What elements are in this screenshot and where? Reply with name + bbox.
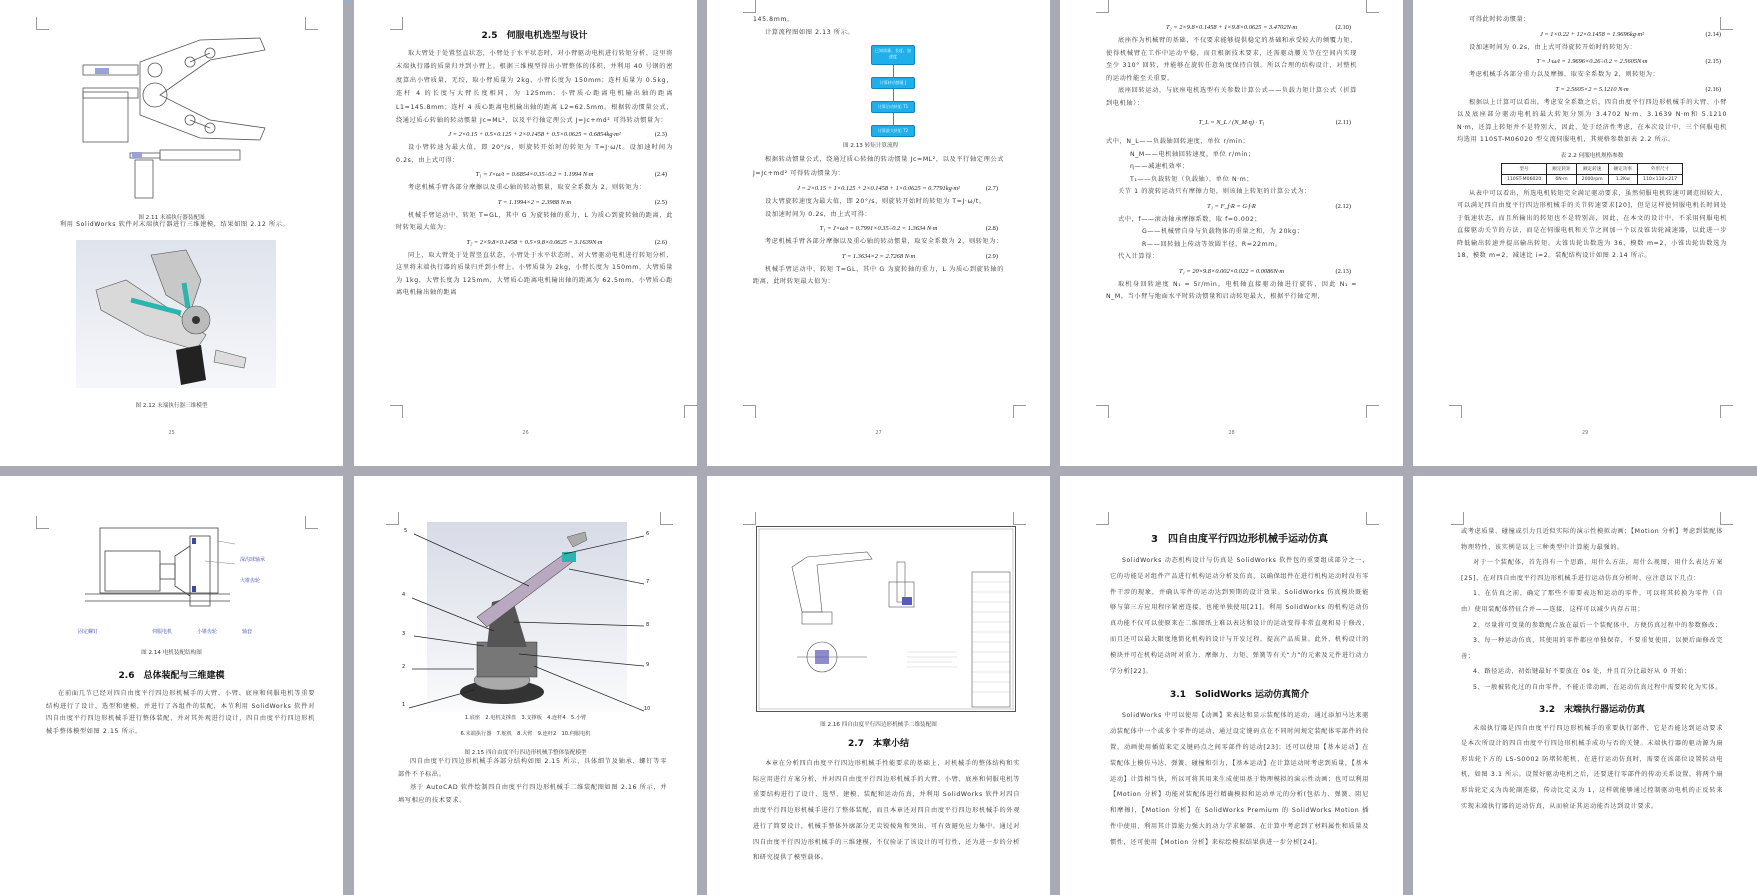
- flow-arrow: [893, 65, 894, 77]
- figure-caption: 图 2.14 电机装配结构图: [141, 650, 202, 656]
- paragraph: 考虑机械手臂各部分摩擦以及重心轴的转动惯量，取安全系数为 2，则转矩为：: [765, 238, 1003, 245]
- callout-3: 3: [402, 631, 406, 637]
- gripper-3d-model-image: [76, 240, 276, 388]
- equation: J = 1×0.22 + 12×0.1458 = 1.9696kg·m² (2.14): [1539, 30, 1721, 38]
- page-32[interactable]: [707, 476, 1050, 895]
- motor-spec-table: [1501, 163, 1683, 185]
- equation: T = 1.3634×2 = 2.7268 N·m (2.9): [841, 252, 998, 260]
- page-28[interactable]: [1060, 0, 1403, 466]
- flow-step: 计算转动惯量 J: [871, 77, 915, 89]
- table-cell: 110ST-M06020: [1501, 174, 1546, 184]
- paragraph: 底座回转运动，与底座电机选型有关参数计算公式——负载力矩计算公式（折算到电机轴）：: [1106, 87, 1357, 107]
- table-cell: 1.2Kw: [1608, 174, 1637, 184]
- table-row: [1501, 174, 1682, 184]
- 2d-assembly-drawing: [756, 526, 1016, 712]
- section-heading: 2.7 本章小结: [848, 739, 909, 749]
- paragraph: 同上，取大臂处于处置竖直状态，小臂处于水平状态时，对大臂驱动电机进行转矩分析，这里将末端执行器的质量归并到小臂上。小臂质量为 2kg，小臂长度为 150mm，大臂质量为 1kg，大臂长度为 125mm，大臂质心距离电机输出轴的距离为 62.5mm，小臂质心距离电机输出轴的距离: [396, 251, 673, 297]
- equation: T = 1.1994×2 = 2.3988 N·m (2.5): [497, 198, 667, 206]
- paragraph: 式中，f——滚动轴承摩擦系数，取 f=0.002；: [1118, 215, 1262, 223]
- crop-mark: [743, 512, 756, 525]
- page-number: 28: [1228, 430, 1235, 436]
- paragraph: N_M——电机轴回转速度，单位 r/min；: [1130, 150, 1255, 158]
- figure-caption: 图 2.15 四自由度平行四边形机械手整体装配模型: [464, 750, 587, 756]
- equation: J = 2×0.15 + 1×0.125 + 2×0.1458 + 1×0.0625 = 0.7791kg·m² (2.7): [797, 185, 998, 192]
- section-heading: 3.1 SolidWorks 运动仿真简介: [1170, 690, 1309, 701]
- page-29[interactable]: [1413, 0, 1757, 466]
- paragraph: 145.8mm。: [753, 16, 794, 23]
- gripper-assembly-drawing: [80, 20, 270, 200]
- paragraph: 设小臂转速为最大值，即 20°/s，则旋转开始时的转矩为 T=J·ω/t。设加速时间为 0.2s，由上式可得：: [396, 144, 673, 164]
- table-header: 外形尺寸: [1638, 163, 1683, 174]
- table-header: 额定转矩: [1547, 163, 1576, 174]
- crop-mark: [1096, 0, 1109, 13]
- paragraph: 底座作为机械臂的基础，不仅要求能够提供稳定的基础和承受较大的倾覆力矩，使得机械臂在工作中运动平稳，而且根据技术要求，还需驱动腰关节在空间内实现至少 310° 回转，并能够在旋转任意角度保持自锁。所以合理的结构设计，对整机的运动性能至关重要。: [1106, 37, 1357, 82]
- callout-lines: [354, 476, 697, 726]
- figure-label: 固定螺钉: [78, 629, 99, 635]
- crop-mark: [1720, 405, 1733, 418]
- callout-1: 1: [402, 702, 406, 708]
- callout-10: 10: [644, 706, 651, 712]
- crop-mark: [305, 17, 318, 30]
- crop-mark: [1366, 405, 1379, 418]
- equation: T₂ = 2×9.8×0.1458 + 0.5×9.8×0.0625 = 3.1639N·m (2.6): [466, 238, 667, 246]
- crop-mark: [390, 405, 403, 418]
- equation: T₁ = J×ω/t = 0.7991×0.35÷0.2 = 1.3634 N·m (2.8): [819, 225, 998, 232]
- table-header-row: [1501, 163, 1682, 174]
- paragraph: 基于 AutoCAD 软件绘制四自由度平行四边形机械手二维装配图如图 2.16 所示，并填写相应的技术要求。: [398, 784, 667, 804]
- callout-4: 4: [402, 592, 406, 598]
- page-number: 26: [522, 430, 529, 436]
- paragraph: 从表中可以看出，所选电机转矩完全满足驱动要求，虽然伺服电机转速可调范围较大，可以满足四自由度平行四边形机械手的关节转速要求[20]，但是这样使伺服电机长时间处于低速状态，而且所输出的转矩也不是特别高，因此，在本文的设计中，不采用伺服电机直接驱动关节的方法，而是在伺服电机和关节之间加一个以及锥齿轮减速器，以此进一步降低输出转速并提高输出转矩。大锥齿轮齿数选为 36，模数 m=2，小锥齿轮齿数选为 18，模数 m=2，减速比 i=2。装配结构设计如图 2.14 所示。: [1457, 189, 1727, 259]
- list-item: 4、路径运动，初始键最好不要放在 0s 处，并且百分比最好从 0 开始；: [1473, 668, 1691, 676]
- torque-flowchart: [863, 45, 923, 137]
- crop-mark: [1013, 512, 1026, 525]
- paragraph: 机械手臂运动中，转矩 T=GL，其中 G 为旋转轴的重力，L 为质心到旋转轴的距离，此时转矩最大值为：: [396, 211, 673, 232]
- figure-caption: 图 2.16 四自由度平行四边形机械手二维装配图: [820, 722, 937, 728]
- crop-mark: [1096, 405, 1109, 418]
- callout-8: 8: [646, 622, 650, 628]
- table-cell: 6N·m: [1547, 174, 1576, 184]
- equation: T₂ = 2×9.8×0.1458 + 1×9.8×0.0625 = 3.4702N·m (2.10): [1165, 24, 1351, 31]
- paragraph: 考虑机械手臂各部分摩擦以及重心轴的转动惯量，取安全系数为 2，则转矩为：: [408, 184, 646, 192]
- table-header: 型号: [1501, 163, 1546, 174]
- figure-legend: 1.底座 2.电机支撑盘 3.支撑板 4.连杆4 5.小臂: [464, 715, 587, 721]
- section-heading: 3.2 末端执行器运动仿真: [1539, 704, 1645, 715]
- table-cell: 2000rpm: [1576, 174, 1608, 184]
- flow-arrow: [893, 89, 894, 101]
- flow-step: 计算启动转矩 T1: [871, 101, 915, 113]
- figure-caption: 图 2.11 末端执行器装配图: [138, 215, 205, 221]
- figure-label: 轴套: [242, 629, 253, 635]
- motor-assembly-drawing: [80, 526, 280, 626]
- callout-7: 7: [646, 579, 650, 585]
- callout-2: 2: [402, 664, 406, 670]
- flow-arrow: [893, 113, 894, 125]
- paragraph: R——回转轴上传动等效圆半径，R=22mm。: [1142, 240, 1282, 248]
- paragraph: T₁——负载转矩（负载轴），单位 N·m；: [1130, 175, 1254, 183]
- page-number: 29: [1581, 430, 1589, 436]
- table-caption: 表 2.2 伺服电机规格参数: [1560, 152, 1624, 159]
- page-33[interactable]: [1060, 476, 1403, 895]
- crop-mark: [36, 17, 49, 30]
- paragraph: 根据转动惯量公式，绕通过质心转轴的转动惯量 Jc=ML²，以及平行轴定理公式 J=Jc+md² 可得转动惯量为：: [753, 156, 1004, 177]
- paragraph: 本章在分析四自由度平行四边形机械手性能要求的基础上，对机械手的整体结构和实际应用进行方案分析，并对四自由度平行四边形机械手的大臂、小臂、底座和伺服电机等重要结构进行了设计、选型、建模、装配和运动仿真，并利用 SolidWorks 软件对四自由度平行四边形机械手进行了整体装配，而且本章还对四自由度平行四边形机械手的外观进行了简要设计，机械手整体外廓部分无尖锐棱角和突出，可有效避免应力集中。通过对四自由度平行四边形机械手的三维建模，不仅验证了该设计的可行性，还为进一步的分析和研究提供了模型载体。: [753, 760, 1020, 862]
- table-cell: 110×110×217: [1638, 174, 1683, 184]
- crop-mark: [1449, 405, 1462, 418]
- chapter-heading: 3 四自由度平行四边形机械手运动仿真: [1151, 534, 1328, 545]
- paragraph: SolidWorks 中可以使用【动画】来表达和显示装配体的运动，通过添加马达来驱动装配体中一个或多个零件的运动，通过设定键码点在不同时间规定装配体零部件的位置，动画使用插值来定义键码点之间零部件的运动[23]；还可以使用【基本运动】在装配体上模仿马达、弹簧、碰撞和引力，【基本运动】在计算运动时考虑到质量，【基本运动】计算相当快，所以可将其用来生成使用基于物理模拟的演示性动画；也可以利用【Motion 分析】功能对装配体进行精确模拟和运动单元的分析(包括力、弹簧、阻尼和摩擦)，【Motion 分析】在 SolidWorks Premium 的 SolidWorks Motion 插件中使用，利用其计算能力强大的动力学求解器，在计算中考虑到了材料属性和质量及惯性，还可使用【Motion 分析】来标绘模拟结果供进一步分析[24]。: [1110, 712, 1369, 846]
- page-25[interactable]: [0, 0, 343, 466]
- paragraph: 或考虑质量、碰撞或引力且近似实际的演示性模拟动画；【Motion 分析】考虑到装配体物理特性，该实例是以上三种类型中计算能力最强的。: [1461, 528, 1723, 551]
- page-number: 27: [875, 430, 882, 436]
- figure-label: 大锥齿轮: [240, 578, 261, 584]
- paragraph: 取大臂处于处置竖直状态，小臂处于水平状态时，对小臂驱动电机进行转矩分析，这里将末端执行器的质量归并到小臂上。根据三维模型得出小臂整体的体积，并利用 40 号钢的密度算出小臂质量，无绞，取小臂质量为 2kg，小臂长度为 150mm；连杆质量为 0.5kg，连杆 4 的长度与大臂长度相同，为 125mm；小臂质心距离电机输出轴的距离 L1=145.8mm；连杆 4 质心距离电机输出轴的距离 L2=62.5mm。根据转动惯量公式，绕通过质心转轴的转动惯量 Jc=ML²，以及平行轴定理公式 J=Jc+md² 可得转动惯量为：: [396, 50, 673, 125]
- crop-mark: [1366, 0, 1379, 13]
- paragraph: 末端执行器是四自由度平行四边形机械手的重要执行部件，它是否能达到运动要求是本次所设计的四自由度平行四边形机械手成功与否的关键。末端执行器的驱动源为扇形齿轮下方的 LS-S0002 防堵转舵机，在进行运动仿真时，需要在该部位设置转动电机，如图 3.1 所示。设置好驱动电机之后，还要进行零部件的传动关系设置，将两个扇形齿轮定义为齿轮副连接，传动比定义为 1，这样就能够通过控制驱动电机的正反转来实现末端执行器的运动仿真，从而验证其运动能否达到设计要求。: [1461, 724, 1723, 810]
- paragraph: 机械手臂运动中，转矩 T=GL，其中 G 为旋转轴的重力，L 为质心到旋转轴的距离，此时转矩最大值为：: [753, 265, 1004, 285]
- paragraph: 关节 1 的旋转运动只有摩擦力矩，则该轴上转矩的计算公式为：: [1118, 188, 1311, 195]
- page-number: 25: [168, 430, 175, 436]
- table-header: 额定转速: [1576, 163, 1608, 174]
- section-heading: 2.6 总体装配与三维建模: [118, 671, 225, 681]
- list-item: 2、尽量将可变量的参数配合放在最后一个装配体中，方便仿真过程中的参数修改；: [1473, 621, 1722, 629]
- paragraph: 考虑机械手各部分重力以及摩擦，取安全系数为 2，则转矩为：: [1469, 71, 1660, 78]
- paragraph: 代入计算得：: [1118, 253, 1159, 260]
- paragraph: 取机身回转速度 N₁ = 5r/min，电机轴直接驱动轴进行旋转，因此 N₁ = N_M，当小臂与地面水平时转动惯量和启动转矩最大，根据平行轴定理，: [1106, 280, 1357, 300]
- equation: T₁ = F_f·R = G·f·R (2.12): [1207, 202, 1351, 210]
- figure-caption: 图 2.12 末端执行器三维模型: [135, 403, 208, 409]
- crop-mark: [305, 516, 318, 529]
- paragraph: G——机械臂自身与负载物体的重量之和，为 20kg；: [1142, 228, 1304, 235]
- list-item: 3、每一种运动仿真，其使用的零件都应单独保存，不要重复使用，以便后面修改完善；: [1461, 637, 1723, 660]
- table-header: 额定功率: [1608, 163, 1637, 174]
- flow-step: 已知质量、长度、加速度: [871, 45, 915, 65]
- page-34[interactable]: [1413, 476, 1757, 895]
- flow-step: 计算最大转矩 T2: [871, 125, 915, 137]
- paragraph: 式中，N_L——负载轴回转速度，单位 r/min；: [1106, 138, 1250, 145]
- crop-mark: [1096, 512, 1109, 525]
- paragraph: 设加速时间为 0.2s，由上式可得旋转开始时的转矩为：: [1469, 43, 1637, 51]
- equation: T = J·ω/t = 1.9696×0.26÷0.2 = 2.5605N·m (2.15): [1536, 58, 1721, 65]
- list-item: 1、在仿真之前，确定了那些不需要表达和运动的零件，可以将其转换为零件（自由）使用装配体特征合并——连接，这样可以减少内存占用；: [1461, 590, 1723, 613]
- crop-mark: [1013, 405, 1026, 418]
- crop-mark: [743, 405, 756, 418]
- crop-mark: [36, 516, 49, 529]
- figure-label: 伺服电机: [152, 629, 173, 635]
- page-31[interactable]: [354, 476, 697, 895]
- paragraph: η——减速机效率；: [1130, 163, 1189, 170]
- paragraph: 可得此时转动惯量：: [1469, 16, 1531, 23]
- crop-mark: [684, 405, 697, 418]
- paragraph: 在前面几节已经对四自由度平行四边形机械手的大臂、小臂、底座和伺服电机等重要结构进行了设计、选型和建模，并进行了各组件的装配，本节利用 SolidWorks 软件对四自由度平行四边形机械手进行整体装配，并对其外观进行设计，四自由度平行四边形机械手整体模型如图 2.15 所示。: [46, 690, 315, 735]
- figure-label: 小锥齿轮: [197, 629, 218, 635]
- paragraph: 利用 SolidWorks 软件对末端执行器进行三维建模，结果如图 2.12 所示。: [60, 221, 290, 228]
- paragraph: 设大臂旋转速度为最大值，即 20°/s，则旋转开始时的转矩为 T=J·ω/t。: [765, 198, 986, 205]
- equation: T₁ = 20×9.8×0.002×0.022 = 0.0086N·m (2.13): [1179, 267, 1351, 275]
- paragraph: 计算流程图如图 2.13 所示。: [765, 28, 855, 36]
- figure-label: 深沟球轴承: [240, 557, 266, 563]
- callout-5: 5: [404, 528, 408, 534]
- figure-legend: 6.末端执行器 7.舵机 8.大臂 9.连杆2 10.伺服电机: [460, 731, 591, 737]
- section-heading: 2.5 伺服电机选型与设计: [481, 31, 588, 41]
- list-item: 5、一般被转化过的自由零件，不能正常动画，在运动仿真过程中需要转化为实体。: [1473, 683, 1722, 691]
- crop-mark: [743, 0, 756, 13]
- paragraph: 对于一个装配体，首先得有一个思路，用什么方法，用什么视图，用什么表达方案[25]，在对四自由度平行四边形机械手进行运动仿真分析时，应注意以下几点：: [1461, 559, 1723, 582]
- page-27[interactable]: [707, 0, 1050, 466]
- paragraph: SolidWorks 动态机构设计与仿真是 SolidWorks 软件包的重要组成部分之一，它的功能是对组件产品进行机构运动分析及仿真，以确保组件在进行机构运动时没有零件干涉的现象，并确认零件的运动达到预期的设计效果。SolidWorks 仿真模块既能够与第三方应用程序紧密连接，也能单独使用[21]。利用 SolidWorks 的机构运动仿真功能不仅可以使原来在二维图纸上难以表达和设计的运动变得非常直观和易于修改，而且还可以最大限度地简化机构的设计与开发过程，提高产品质量。此外，机构设计的模块并可在机构运动时对重力、摩擦力、力矩、弹簧等有关“力”的元素及元件进行动力学分析[22]。: [1110, 557, 1369, 675]
- page-30[interactable]: [0, 476, 343, 895]
- page-26[interactable]: [354, 0, 697, 466]
- equation: T_L = N_L / (N_M·η) · T₁ (2.11): [1198, 119, 1351, 126]
- paragraph: 四自由度平行四边形机械手各部分结构如图 2.15 所示，具体细节及轴承、螺钉等零部件不予标出。: [398, 758, 667, 778]
- equation: T = 2.5605×2 = 5.1210 N·m (2.16): [1555, 85, 1721, 93]
- callout-6: 6: [646, 531, 650, 537]
- equation: T₁ = J×ω/t = 0.6854×0.35÷0.2 = 1.1994 N·m (2.4): [475, 171, 667, 179]
- paragraph: 根据以上计算可以看出，考虑安全系数之后，四自由度平行四边形机械手的大臂、小臂以及底座部分驱动电机的最大转矩分别为 3.4702 N·m、3.1639 N·m和 5.1210 N·m，还算上转矩并不是特别大，因此，处于经济性考虑，在本次设计中，三个伺服电机均选用 110ST-M06020 型交流伺服电机，其规格参数如表 2.2 所示。: [1457, 98, 1727, 143]
- equation: J = 2×0.15 + 0.5×0.125 + 2×0.1458 + 0.5×0.0625 = 0.6854kg·m² (2.3): [448, 131, 667, 139]
- callout-9: 9: [646, 662, 650, 668]
- paragraph: 设加速时间为 0.2s，由上式可得：: [765, 210, 872, 218]
- figure-caption: 图 2.13 转矩计算流程: [843, 143, 899, 149]
